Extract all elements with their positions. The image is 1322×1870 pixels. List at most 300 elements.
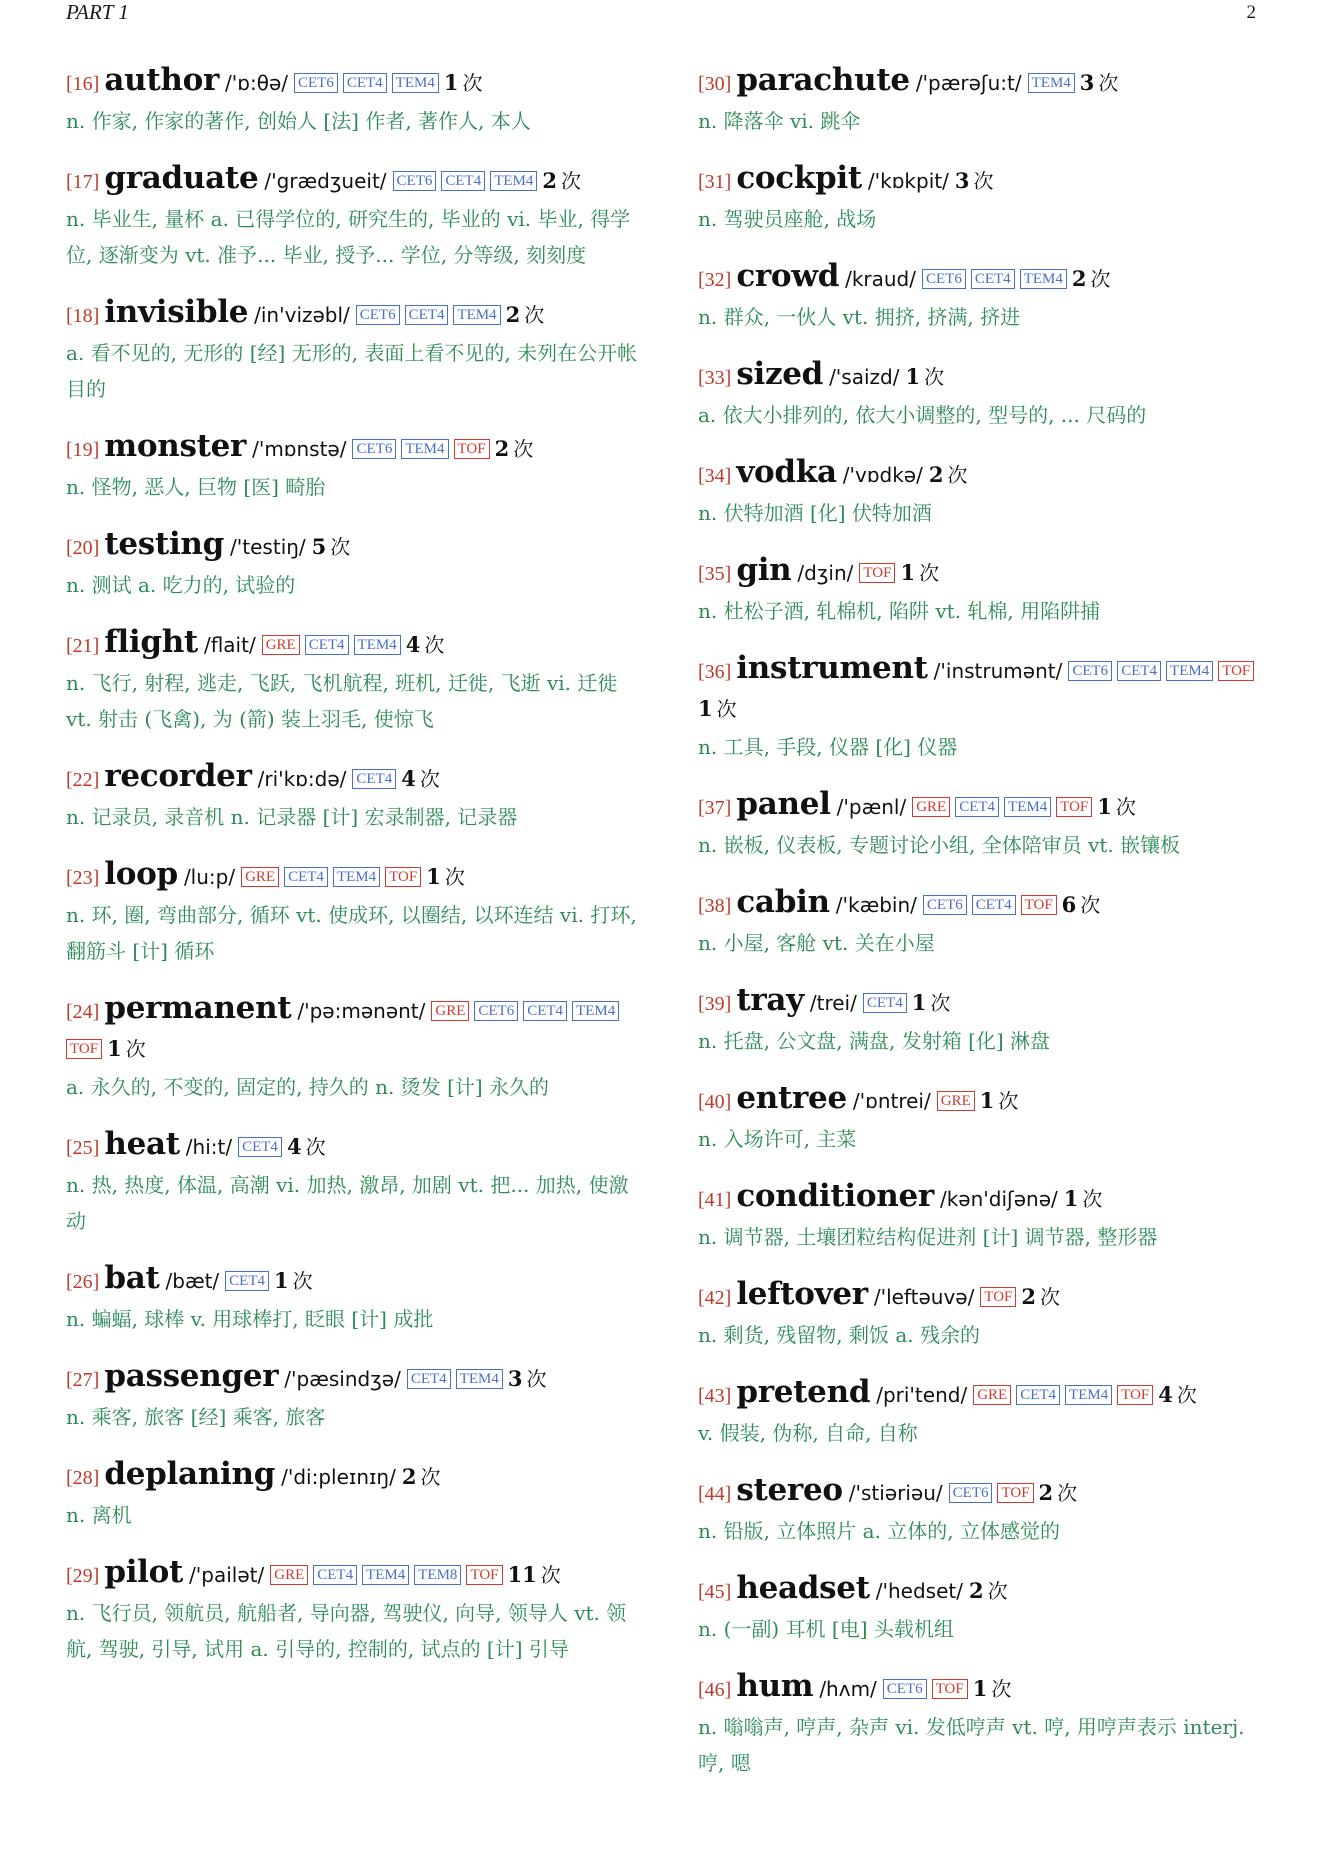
frequency-count: 1 [905,364,921,389]
vocab-entry [698,982,1268,1059]
entry-number: [20] [66,537,100,559]
frequency-count: 1 [274,1268,289,1293]
pronunciation: /'stiəriəu/ [848,1481,943,1505]
vocab-entry [66,856,642,969]
entry-headline [698,1472,1268,1513]
entry-number: [30] [698,73,732,95]
frequency-unit: 次 [716,697,737,721]
entry-headline [698,1668,1268,1709]
exam-tag: CET4 [405,305,449,325]
headword: entree [736,1080,847,1116]
frequency-count: 2 [1038,1480,1054,1505]
exam-tag: TEM4 [362,1565,409,1585]
definition: n. 托盘, 公文盘, 满盘, 发射箱 [化] 淋盘 [698,1029,1051,1053]
exam-tag: CET4 [1016,1385,1060,1405]
pronunciation: /'pæsindʒə/ [284,1367,401,1391]
exam-tag: TEM8 [414,1565,461,1585]
frequency-unit: 次 [305,1135,326,1159]
pronunciation: /kən'diʃənə/ [939,1187,1058,1211]
exam-tag: TEM4 [392,73,439,93]
exam-tag: CET4 [971,269,1015,289]
frequency-unit: 次 [1082,1187,1103,1211]
exam-tag: TOF [997,1483,1033,1503]
definition: n. 调节器, 土壤团粒结构促进剂 [计] 调节器, 整形器 [698,1225,1158,1249]
headword: permanent [104,990,292,1026]
vocab-entry [66,990,642,1105]
frequency-count: 2 [542,168,558,193]
definition: n. 飞行员, 领航员, 航船者, 导向器, 驾驶仪, 向导, 领导人 vt. 领航, 驾驶, 引导, 试用 a. 引导的, 控制的, 试点的 [计] 引导 [66,1601,627,1661]
entry-headline [66,1456,642,1497]
vocab-entry [698,160,1268,237]
entry-number: [31] [698,171,732,193]
frequency-count: 11 [507,1562,537,1587]
frequency-count: 1 [426,864,441,889]
definition: n. 伏特加酒 [化] 伏特加酒 [698,501,932,525]
entry-headline [698,1080,1268,1121]
entry-headline [698,356,1268,397]
pronunciation: /'instrumənt/ [933,659,1063,683]
frequency-unit: 次 [1098,71,1119,95]
vocab-entry [66,624,642,737]
pronunciation: /'pailət/ [189,1563,265,1587]
entry-headline [698,982,1268,1023]
vocab-entry [66,1358,642,1435]
entry-headline [66,856,642,897]
exam-tag: TOF [1218,661,1254,681]
entry-number: [38] [698,895,732,917]
definition: n. 入场许可, 主菜 [698,1127,857,1151]
entry-number: [39] [698,993,732,1015]
entry-headline [66,1358,642,1399]
frequency-unit: 次 [930,991,951,1015]
definition: n. 降落伞 vi. 跳伞 [698,109,861,133]
frequency-count: 4 [1158,1382,1173,1407]
entry-number: [36] [698,661,732,683]
frequency-count: 6 [1061,892,1077,917]
entry-headline [66,160,642,201]
entry-headline [66,294,642,335]
definition: n. (一副) 耳机 [电] 头载机组 [698,1617,954,1641]
pronunciation: /'grædʒueit/ [264,169,387,193]
entry-number: [45] [698,1581,732,1603]
pronunciation: /in'vizəbl/ [254,303,350,327]
definition: n. 剩货, 残留物, 剩饭 a. 残余的 [698,1323,981,1347]
entry-headline [66,1554,642,1595]
pronunciation: /dʒin/ [797,561,854,585]
definition: v. 假装, 伪称, 自命, 自称 [698,1421,918,1445]
entry-headline [698,454,1268,495]
headword: heat [104,1126,180,1162]
headword: author [104,62,220,98]
vocab-entry [66,1456,642,1533]
vocab-entry [698,1276,1268,1353]
headword: cockpit [736,160,862,196]
exam-tag: TOF [1117,1385,1153,1405]
headword: loop [104,856,178,892]
pronunciation: /hi:t/ [185,1135,233,1159]
vocab-entry [66,1126,642,1239]
entry-headline [698,884,1268,925]
pronunciation: /hʌm/ [819,1677,877,1701]
frequency-unit: 次 [1057,1481,1078,1505]
entry-number: [42] [698,1287,732,1309]
exam-tag: CET4 [225,1271,269,1291]
entry-number: [35] [698,563,732,585]
entry-number: [40] [698,1091,732,1113]
exam-tag: CET4 [352,769,396,789]
exam-tag: CET4 [972,895,1016,915]
entry-number: [41] [698,1189,732,1211]
exam-tag: CET6 [352,439,396,459]
frequency-count: 2 [505,302,521,327]
entry-headline [66,428,642,469]
pronunciation: /'saizd/ [829,365,900,389]
exam-tag: CET4 [863,993,907,1013]
frequency-count: 1 [107,1036,122,1061]
entry-headline [66,624,642,665]
entry-number: [25] [66,1137,100,1159]
exam-tag: CET4 [407,1369,451,1389]
entry-number: [18] [66,305,100,327]
exam-tag: TOF [980,1287,1016,1307]
entry-number: [27] [66,1369,100,1391]
vocab-entry [698,786,1268,863]
frequency-unit: 次 [513,437,534,461]
entry-number: [28] [66,1467,100,1489]
entry-headline [66,1126,642,1167]
definition: n. 作家, 作家的著作, 创始人 [法] 作者, 著作人, 本人 [66,109,531,133]
entry-number: [22] [66,769,100,791]
entry-number: [19] [66,439,100,461]
vocab-entry [698,1080,1268,1157]
headword: sized [736,356,824,392]
headword: panel [736,786,831,822]
exam-tag: CET6 [393,171,437,191]
headword: bat [104,1260,160,1296]
frequency-count: 3 [507,1366,523,1391]
frequency-unit: 次 [424,633,445,657]
exam-tag: TOF [1056,797,1092,817]
frequency-count: 4 [286,1134,302,1159]
frequency-count: 1 [979,1088,995,1113]
entry-number: [21] [66,635,100,657]
vocab-entry [698,1570,1268,1647]
frequency-count: 1 [900,560,916,585]
exam-tag: TEM4 [333,867,380,887]
pronunciation: /'di:pleɪnɪŋ/ [281,1465,396,1489]
definition: n. 毕业生, 量杯 a. 已得学位的, 研究生的, 毕业的 vi. 毕业, 得学位, 逐渐变为 vt. 准予... 毕业, 授予... 学位, 分等级, 刻刻度 [66,207,631,267]
page-header [66,0,1256,30]
entry-number: [34] [698,465,732,487]
definition: n. 杜松子酒, 轧棉机, 陷阱 vt. 轧棉, 用陷阱捕 [698,599,1101,623]
exam-tag: CET6 [949,1483,993,1503]
exam-tag: TOF [385,867,421,887]
pronunciation: /bæt/ [165,1269,220,1293]
frequency-unit: 次 [991,1677,1012,1701]
headword: testing [104,526,225,562]
frequency-unit: 次 [420,1465,441,1489]
exam-tag: CET6 [923,895,967,915]
definition: n. 环, 圈, 弯曲部分, 循环 vt. 使成环, 以圈结, 以环连结 vi. 打环, 翻筋斗 [计] 循环 [66,903,637,963]
frequency-count: 4 [401,766,416,791]
exam-tag: TEM4 [1065,1385,1112,1405]
pronunciation: /pri'tend/ [876,1383,968,1407]
vocab-entry [66,428,642,505]
exam-tag: CET6 [922,269,966,289]
entry-headline [66,62,642,103]
entry-number: [16] [66,73,100,95]
exam-tag: CET4 [343,73,387,93]
definition: n. 铅版, 立体照片 a. 立体的, 立体感觉的 [698,1519,1061,1543]
frequency-unit: 次 [973,169,994,193]
exam-tag: GRE [431,1001,469,1021]
exam-tag: CET4 [1117,661,1161,681]
exam-tag: GRE [262,635,300,655]
exam-tag: TOF [859,563,895,583]
headword: cabin [736,884,830,920]
exam-tag: TEM4 [456,1369,503,1389]
definition: n. 热, 热度, 体温, 高潮 vi. 加热, 激昂, 加剧 vt. 把... 加热, 使激动 [66,1173,629,1233]
headword: conditioner [736,1178,934,1214]
entry-headline [698,552,1268,593]
entry-number: [29] [66,1565,100,1587]
frequency-count: 1 [911,990,927,1015]
frequency-count: 2 [928,462,944,487]
frequency-unit: 次 [330,535,351,559]
frequency-unit: 次 [1080,893,1101,917]
entry-headline [698,1374,1268,1415]
exam-tag: CET6 [356,305,400,325]
entry-headline [66,758,642,799]
vocab-entry [698,884,1268,961]
vocab-entry [66,758,642,835]
vocab-entry [66,160,642,273]
definition: n. 嵌板, 仪表板, 专题讨论小组, 全体陪审员 vt. 嵌镶板 [698,833,1181,857]
headword: crowd [736,258,840,294]
vocab-entry [66,1260,642,1337]
headword: vodka [736,454,837,490]
frequency-count: 1 [1063,1186,1079,1211]
entry-headline [698,160,1268,201]
exam-tag: TEM4 [1004,797,1051,817]
vocab-entry [66,526,642,603]
headword: invisible [104,294,249,330]
exam-tag: CET4 [238,1137,282,1157]
pronunciation: /'ɒ:θə/ [225,71,288,95]
frequency-count: 1 [443,70,459,95]
exam-tag: TEM4 [572,1001,619,1021]
frequency-count: 3 [954,168,970,193]
pronunciation: /kraud/ [845,267,916,291]
frequency-count: 2 [968,1578,984,1603]
right-column [698,62,1268,1802]
headword: pretend [736,1374,871,1410]
pronunciation: /'kæbin/ [835,893,917,917]
exam-tag: TOF [66,1039,102,1059]
exam-tag: CET6 [883,1679,927,1699]
exam-tag: TOF [1021,895,1057,915]
entry-headline [698,1276,1268,1317]
frequency-count: 4 [405,632,421,657]
pronunciation: /'mɒnstə/ [252,437,347,461]
definition: n. 怪物, 恶人, 巨物 [医] 畸胎 [66,475,326,499]
exam-tag: CET6 [1068,661,1112,681]
frequency-count: 3 [1079,70,1095,95]
frequency-count: 2 [1021,1284,1037,1309]
pronunciation: /ri'kɒ:də/ [257,767,347,791]
entry-headline [698,786,1268,827]
headword: flight [104,624,198,660]
frequency-unit: 次 [419,767,440,791]
entry-headline [698,258,1268,299]
exam-tag: TEM4 [1028,73,1075,93]
pronunciation: /'pænl/ [836,795,907,819]
definition: a. 依大小排列的, 依大小调整的, 型号的, ... 尺码的 [698,403,1147,427]
frequency-count: 2 [401,1464,417,1489]
frequency-unit: 次 [947,463,968,487]
frequency-unit: 次 [1115,795,1136,819]
pronunciation: /trei/ [809,991,857,1015]
frequency-unit: 次 [526,1367,547,1391]
vocab-entry [698,258,1268,335]
pronunciation: /'pə:mənənt/ [297,999,426,1023]
pronunciation: /'ɒntrei/ [852,1089,931,1113]
definition: n. 飞行, 射程, 逃走, 飞跃, 飞机航程, 班机, 迁徙, 飞逝 vi. 迁徙 vt. 射击 (飞禽), 为 (箭) 装上羽毛, 使惊飞 [66,671,618,731]
entry-number: [23] [66,867,100,889]
frequency-unit: 次 [125,1037,146,1061]
part-label: PART 1 [66,0,129,24]
pronunciation: /'leftəuvə/ [873,1285,975,1309]
headword: graduate [104,160,259,196]
headword: gin [736,552,792,588]
pronunciation: /flait/ [203,633,256,657]
entry-headline [698,1178,1268,1219]
definition: n. 离机 [66,1503,132,1527]
entry-headline [698,62,1268,103]
entry-number: [24] [66,1001,100,1023]
frequency-unit: 次 [292,1269,313,1293]
vocab-entry [698,62,1268,139]
vocab-entry [698,552,1268,629]
frequency-unit: 次 [524,303,545,327]
exam-tag: CET6 [294,73,338,93]
exam-tag: CET4 [523,1001,567,1021]
frequency-count: 5 [311,534,327,559]
frequency-unit: 次 [561,169,582,193]
frequency-count: 2 [494,436,510,461]
left-column [66,62,642,1688]
entry-number: [33] [698,367,732,389]
exam-tag: TEM4 [1166,661,1213,681]
definition: a. 永久的, 不变的, 固定的, 持久的 n. 烫发 [计] 永久的 [66,1075,550,1099]
definition: n. 嗡嗡声, 哼声, 杂声 vi. 发低哼声 vt. 哼, 用哼声表示 interj. 哼, 嗯 [698,1715,1245,1775]
headword: instrument [736,650,928,686]
definition: n. 蝙蝠, 球棒 v. 用球棒打, 眨眼 [计] 成批 [66,1307,434,1331]
vocab-entry [698,454,1268,531]
vocab-entry [66,294,642,407]
exam-tag: TOF [932,1679,968,1699]
vocab-entry [698,1178,1268,1255]
exam-tag: CET6 [474,1001,518,1021]
vocab-entry [698,1472,1268,1549]
exam-tag: GRE [937,1091,975,1111]
headword: pilot [104,1554,184,1590]
exam-tag: GRE [973,1385,1011,1405]
entry-number: [32] [698,269,732,291]
headword: leftover [736,1276,868,1312]
exam-tag: TOF [454,439,490,459]
entry-headline [698,650,1268,729]
pronunciation: /'testiŋ/ [230,535,306,559]
headword: monster [104,428,247,464]
exam-tag: TEM4 [453,305,500,325]
exam-tag: TEM4 [490,171,537,191]
vocab-entry [698,650,1268,765]
vocab-entry [698,1374,1268,1451]
entry-headline [698,1570,1268,1611]
exam-tag: GRE [912,797,950,817]
vocab-entry [66,62,642,139]
entry-number: [37] [698,797,732,819]
frequency-unit: 次 [444,865,465,889]
exam-tag: TEM4 [401,439,448,459]
headword: headset [736,1570,870,1606]
definition: n. 记录员, 录音机 n. 记录器 [计] 宏录制器, 记录器 [66,805,518,829]
definition: a. 看不见的, 无形的 [经] 无形的, 表面上看不见的, 未列在公开帐目的 [66,341,638,401]
vocab-entry [698,1668,1268,1781]
definition: n. 测试 a. 吃力的, 试验的 [66,573,296,597]
headword: deplaning [104,1456,276,1492]
headword: recorder [104,758,252,794]
exam-tag: CET4 [313,1565,357,1585]
frequency-unit: 次 [919,561,940,585]
exam-tag: CET4 [284,867,328,887]
headword: tray [736,982,804,1018]
exam-tag: CET4 [305,635,349,655]
exam-tag: TEM4 [1020,269,1067,289]
frequency-unit: 次 [1090,267,1111,291]
exam-tag: TEM4 [354,635,401,655]
entry-headline [66,526,642,567]
entry-number: [26] [66,1271,100,1293]
frequency-count: 1 [972,1676,988,1701]
pronunciation: /'kɒkpit/ [867,169,949,193]
definition: n. 工具, 手段, 仪器 [化] 仪器 [698,735,958,759]
entry-number: [43] [698,1385,732,1407]
headword: stereo [736,1472,843,1508]
headword: parachute [736,62,910,98]
definition: n. 乘客, 旅客 [经] 乘客, 旅客 [66,1405,326,1429]
vocab-entry [698,356,1268,433]
exam-tag: CET4 [441,171,485,191]
definition: n. 小屋, 客舱 vt. 关在小屋 [698,931,935,955]
pronunciation: /'vɒdkə/ [842,463,923,487]
frequency-unit: 次 [987,1579,1008,1603]
frequency-count: 1 [698,696,713,721]
frequency-count: 1 [1097,794,1112,819]
definition: n. 群众, 一伙人 vt. 拥挤, 挤满, 挤进 [698,305,1021,329]
entry-number: [46] [698,1679,732,1701]
headword: passenger [104,1358,279,1394]
entry-headline [66,1260,642,1301]
entry-headline [66,990,642,1069]
vocab-entry [66,1554,642,1667]
frequency-unit: 次 [1176,1383,1197,1407]
frequency-unit: 次 [1040,1285,1061,1309]
frequency-unit: 次 [540,1563,561,1587]
frequency-unit: 次 [998,1089,1019,1113]
frequency-count: 2 [1071,266,1087,291]
